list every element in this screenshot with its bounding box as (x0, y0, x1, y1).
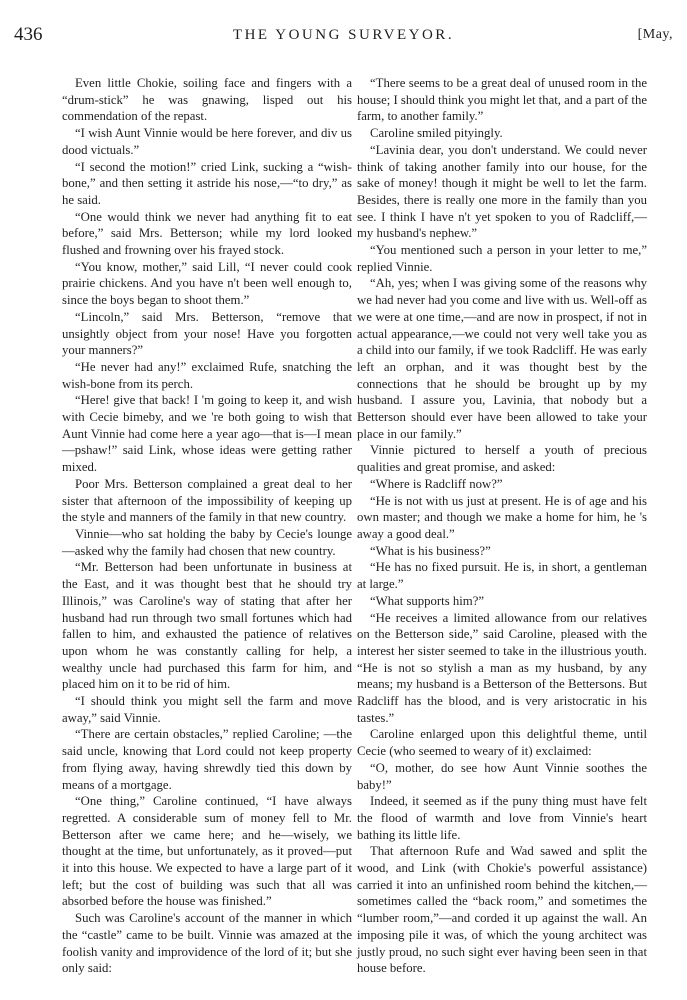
paragraph: “Lavinia dear, you don't understand. We could never think of taking another family into our house, for the sake of money! though it might be well to let the farm. Besides, there is really one more in the family than you see. I think I have n't yet spoken to you of Radcliff,—my husband's nephew.” (357, 142, 647, 241)
paragraph: “He never had any!” exclaimed Rufe, snatching the wish-bone from its perch. (62, 359, 352, 391)
paragraph: “There seems to be a great deal of unused room in the house; I should think you might let that, and a part of the farm, to another family.” (357, 76, 648, 124)
paragraph: “He has no fixed pursuit. He is, in short, a gentleman at large.” (357, 560, 647, 592)
left-column (62, 75, 352, 977)
paragraph: “Ah, yes; when I was giving some of the reasons why we had never had you come and live with us. Well-off as we were at one time,—and are now in prospect, if not in actual appearance,—we could not very well take you as a child into our family, if we took Radcliff. He was early left an orphan, and it was thought best by the connections that he should be brought up by my husband. I assure you, Lavinia, that nobody but a Betterson should ever have been allowed to take your place in our family.” (357, 276, 647, 441)
paragraph: “I second the motion!” cried Link, sucking a “wish-bone,” and then setting it astride his nose,—“to dry,” as he said. (62, 159, 352, 207)
paragraph: “Here! give that back! I 'm going to keep it, and wish with Cecie bimeby, and we 're both going to wish that Aunt Vinnie had come here a year ago—that is—I mean—pshaw!” said Link, whose ideas were getting rather mixed. (62, 393, 352, 475)
paragraph: “I wish Aunt Vinnie would be here forever, and div us dood victuals.” (62, 126, 352, 157)
running-month: [May, (637, 27, 673, 42)
paragraph: “There are certain obstacles,” replied Caroline; —the said uncle, knowing that Lord could not keep property from flying away, having shrewdly tied this down by means of a mortgage. (62, 727, 352, 792)
paragraph: “Mr. Betterson had been unfortunate in business at the East, and it was thought best that he should try Illinois,” was Caroline's way of stating that after her husband had run through two small fortunes which had fallen to him, and exhausted the patience of relatives upon whom he was constantly calling for help, a wealthy uncle had purchased this farm for him, and placed him on it to be rid of him. (62, 560, 352, 692)
paragraph: “He is not with us just at present. He is of age and his own master; and though we make a home for him, he 's away a good deal.” (357, 493, 647, 541)
running-title: THE YOUNG SURVEYOR. (232, 27, 455, 43)
paragraph: “You know, mother,” said Lill, “I never could cook prairie chickens. And you have n't been well enough to, since the boys began to shoot them.” (62, 259, 352, 308)
paragraph: “O, mother, do see how Aunt Vinnie soothes the baby!” (357, 760, 647, 792)
paragraph: “I should think you might sell the farm and move away,” said Vinnie. (62, 694, 352, 725)
paragraph: “Where is Radcliff now?” (370, 476, 503, 491)
paragraph: “What supports him?” (370, 593, 485, 608)
paragraph: “One would think we never had anything fit to eat before,” said Mrs. Betterson; while my lord looked flushed and frowning over his frayed stock. (62, 209, 352, 258)
paragraph: Caroline smiled pityingly. (370, 126, 503, 141)
paragraph: Even little Chokie, soiling face and fingers with a “drum-stick” he was gnawing, lisped out his commendation of the repast. (62, 76, 352, 124)
paragraph: “He receives a limited allowance from our relatives on the Betterson side,” said Caroline, pleased with the interest her sister seemed to take in the illustrious youth. “He is not so stylish a man as my husband, by any means; my husband is a Betterson of the Bettersons. But Radcliff has the blood, and is very aristocratic in his tastes.” (357, 610, 647, 725)
paragraph: Vinnie pictured to herself a youth of precious qualities and great promise, and asked: (357, 443, 647, 475)
page-number: 436 (14, 24, 43, 45)
paragraph: Caroline enlarged upon this delightful theme, until Cecie (who seemed to weary of it) exclaimed: (357, 727, 647, 759)
paragraph: “What is his business?” (370, 543, 491, 558)
paragraph: Poor Mrs. Betterson complained a great deal to her sister that afternoon of the impossibility of keeping up the style and manners of the family in that new country. (62, 476, 352, 525)
paragraph: “Lincoln,” said Mrs. Betterson, “remove that unsightly object from your nose! Have you forgotten your manners?” (62, 309, 352, 358)
paragraph: Indeed, it seemed as if the puny thing must have felt the flood of warmth and love from Vinnie's heart bathing its little life. (357, 794, 647, 842)
paragraph: That afternoon Rufe and Wad sawed and split the wood, and Link (with Chokie's powerful assistance) carried it into an unfinished room behind the kitchen,—sometimes called the “back room,” and sometimes the “lumber room,”—and corded it up against the wall. An imposing pile it was, of which the young architect was justly proud, no such sight ever having been seen in that house before. (357, 844, 647, 976)
right-column (357, 75, 647, 977)
paragraph: “One thing,” Caroline continued, “I have always regretted. A considerable sum of money fell to Mr. Betterson after we came here; and he—wisely, we thought at the time, but unfortunately, as it proved—put it into this house. We expected to have a large part of it left; but the cost of building was such that all was absorbed before the house was finished.” (62, 794, 352, 909)
page-header (14, 24, 673, 48)
paragraph: Vinnie—who sat holding the baby by Cecie's lounge—asked why the family had chosen that new country. (62, 526, 352, 558)
paragraph: “You mentioned such a person in your letter to me,” replied Vinnie. (357, 243, 647, 274)
paragraph: Such was Caroline's account of the manner in which the “castle” came to be built. Vinnie was amazed at the foolish vanity and improvidence of the lord of it; but she only said: (62, 911, 352, 976)
